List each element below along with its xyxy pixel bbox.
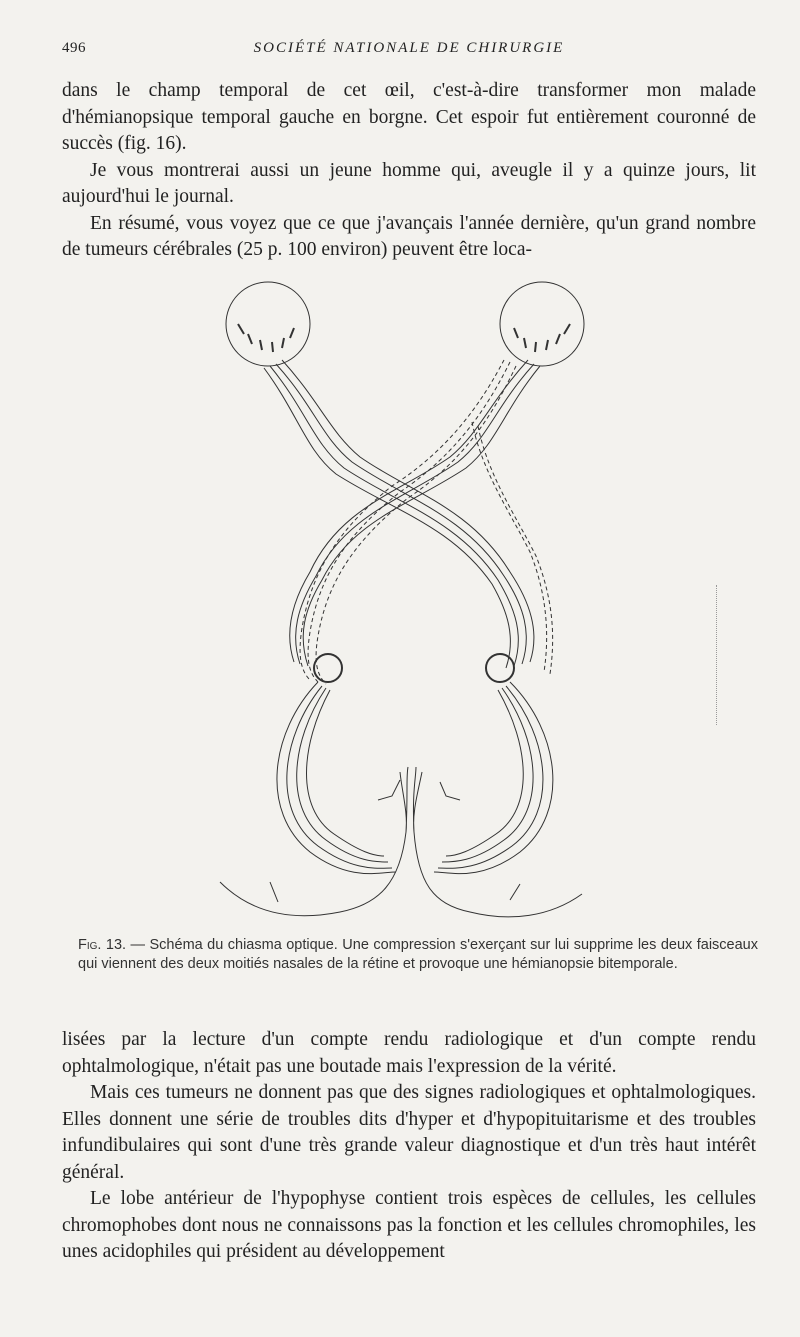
calcarine-marks (378, 780, 460, 800)
page-number: 496 (62, 40, 86, 56)
right-optic-radiation (434, 682, 553, 874)
caption-text: — Schéma du chiasma optique. Une compression s'exerçant sur lui supprime les deux faisceaux qui viennent des deux moitiés nasales de la rétine et provoque une hémianopsie bitemporale. (78, 937, 758, 972)
optic-chiasma-illustration (210, 272, 610, 932)
running-title: SOCIÉTÉ NATIONALE DE CHIRURGIE (253, 40, 565, 56)
left-geniculate-body (314, 654, 342, 682)
right-eye (500, 282, 584, 366)
optic-chiasma-figure (210, 272, 610, 932)
paragraph: dans le champ temporal de cet œil, c'est-à-dire transformer mon malade d'hémianopsique temporal gauche en borgne. Cet espoir fut entièrement couronné de succès (fig. 16). (62, 80, 756, 154)
figure-caption (78, 936, 758, 974)
right-retina-marks (514, 324, 570, 352)
nasal-fibers-dashed (300, 360, 553, 684)
lobe-notches (270, 882, 520, 902)
paragraph: En résumé, vous voyez que ce que j'avançais l'année dernière, qu'un grand nombre de tumeurs cérébrales (25 p. 100 environ) peuvent être loca- (62, 212, 756, 260)
paragraph: lisées par la lecture d'un compte rendu radiologique et d'un compte rendu ophtalmologique, n'était pas une boutade mais l'expression de la vérité. (62, 1029, 756, 1077)
margin-mark (716, 585, 721, 725)
left-retina-marks (238, 324, 294, 352)
page-header (62, 40, 756, 62)
left-occipital-lobe (220, 767, 408, 916)
bottom-text-block (62, 1027, 756, 1266)
right-temporal-to-left-fibers (290, 360, 540, 666)
top-text-block (62, 78, 756, 264)
left-optic-radiation (277, 682, 396, 874)
figure-label: Fig. 13. (78, 937, 127, 953)
paragraph: Le lobe antérieur de l'hypophyse contient trois espèces de cellules, les cellules chromophobes dont nous ne connaissons pas la fonction et les cellules chromophiles, les unes acidophiles qui président au développement (62, 1188, 756, 1262)
right-occipital-lobe (413, 767, 582, 917)
right-geniculate-body (486, 654, 514, 682)
paragraph: Mais ces tumeurs ne donnent pas que des signes radiologiques et ophtalmologiques. Elles donnent une série de troubles dits d'hyper et d'hypopituitarisme et des troubles infundibulaires qui sont d'une très grande valeur diagnostique et d'un très haut intérêt général. (62, 1082, 756, 1183)
paragraph: Je vous montrerai aussi un jeune homme qui, aveugle il y a quinze jours, lit aujourd'hui le journal. (62, 159, 756, 207)
